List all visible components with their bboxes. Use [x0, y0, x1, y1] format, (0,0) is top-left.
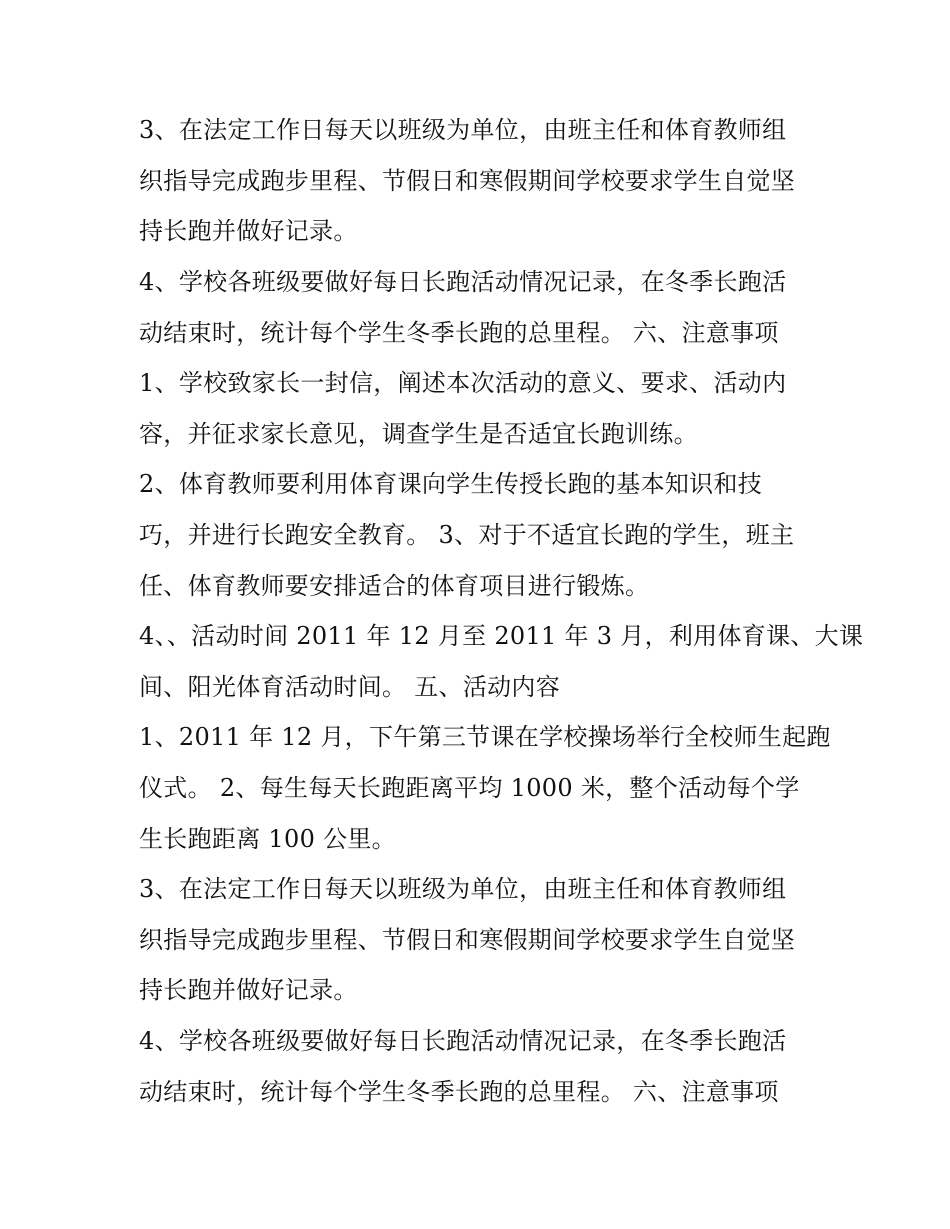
text-line: 动结束时，统计每个学生冬季长跑的总里程。 六、注意事项 — [139, 319, 779, 347]
text-line: 4、学校各班级要做好每日长跑活动情况记录，在冬季长跑活 — [139, 268, 787, 296]
text-line: 任、体育教师要安排适合的体育项目进行锻炼。 — [139, 572, 650, 600]
text-line: 仪式。 2、每生每天长跑距离平均 1000 米，整个活动每个学 — [139, 774, 800, 802]
text-line: 间、阳光体育活动时间。 五、活动内容 — [139, 673, 561, 701]
text-line: 4、、活动时间 2011 年 12 月至 2011 年 3 月，利用体育课、大课 — [139, 622, 864, 650]
text-line: 持长跑并做好记录。 — [139, 217, 358, 245]
text-line: 持长跑并做好记录。 — [139, 976, 358, 1004]
text-line: 3、在法定工作日每天以班级为单位，由班主任和体育教师组 — [139, 875, 787, 903]
text-line: 3、在法定工作日每天以班级为单位，由班主任和体育教师组 — [139, 116, 787, 144]
text-line: 2、体育教师要利用体育课向学生传授长跑的基本知识和技 — [139, 470, 763, 498]
text-line: 1、学校致家长一封信，阐述本次活动的意义、要求、活动内 — [139, 369, 787, 397]
text-line: 4、学校各班级要做好每日长跑活动情况记录，在冬季长跑活 — [139, 1027, 787, 1055]
text-line: 织指导完成跑步里程、节假日和寒假期间学校要求学生自觉坚 — [139, 926, 796, 954]
text-line: 容，并征求家长意见，调查学生是否适宜长跑训练。 — [139, 420, 698, 448]
text-line: 动结束时，统计每个学生冬季长跑的总里程。 六、注意事项 — [139, 1078, 779, 1106]
text-line: 生长跑距离 100 公里。 — [139, 825, 396, 853]
text-line: 1、2011 年 12 月，下午第三节课在学校操场举行全校师生起跑 — [139, 723, 831, 751]
text-line: 巧，并进行长跑安全教育。 3、对于不适宜长跑的学生，班主 — [139, 521, 795, 549]
text-line: 织指导完成跑步里程、节假日和寒假期间学校要求学生自觉坚 — [139, 167, 796, 195]
